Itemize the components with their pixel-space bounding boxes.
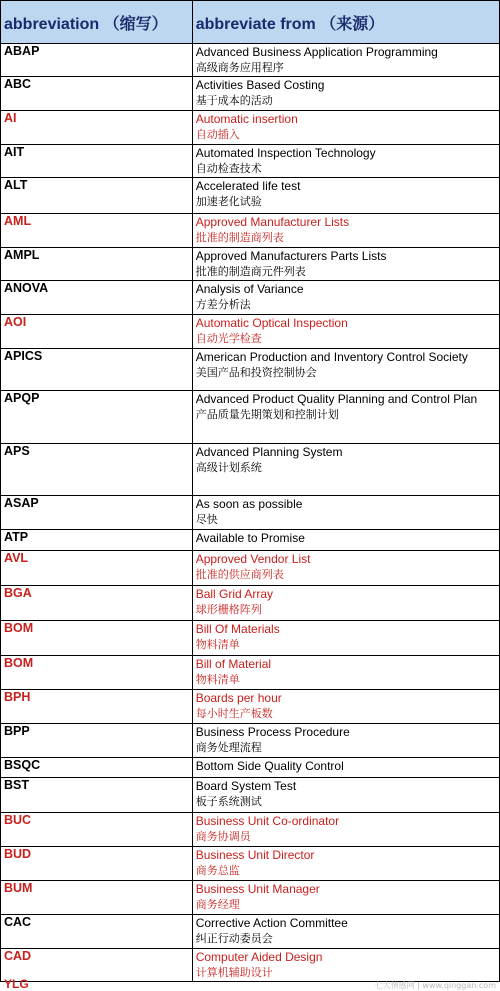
- table-row: [1, 949, 500, 982]
- abbreviation-cell: ANOVA: [1, 281, 193, 315]
- source-cell: [192, 248, 499, 281]
- english-term: Automated Inspection Technology: [195, 146, 376, 160]
- english-term: Boards per hour: [195, 691, 282, 705]
- abbreviation-cell: CAD: [1, 949, 193, 982]
- source-cell: [192, 881, 499, 915]
- chinese-term: 产品质量先期策划和控制计划: [195, 408, 339, 421]
- english-term: Activities Based Costing: [195, 78, 325, 92]
- source-cell: [192, 778, 499, 813]
- english-term: Approved Manufacturers Parts Lists: [195, 249, 387, 263]
- source-cell: [192, 621, 499, 656]
- chinese-term: 球形栅格阵列: [195, 603, 262, 616]
- abbreviation-cell: BPH: [1, 690, 193, 724]
- english-term: American Production and Inventory Control Society: [195, 350, 468, 364]
- source-cell: [192, 214, 499, 248]
- abbreviation-cell: APICS: [1, 349, 193, 391]
- source-cell: [192, 145, 499, 178]
- source-cell: [192, 690, 499, 724]
- chinese-term: 商务经理: [195, 898, 240, 911]
- source-cell: [192, 77, 499, 111]
- chinese-term: 方差分析法: [195, 298, 251, 311]
- english-term: Advanced Business Application Programming: [195, 45, 438, 59]
- abbreviation-cell: BOM: [1, 656, 193, 690]
- english-term: Analysis of Variance: [195, 282, 304, 296]
- english-term: Automatic insertion: [195, 112, 298, 126]
- chinese-term: 自动检查技术: [195, 162, 262, 175]
- abbreviation-cell: ASAP: [1, 496, 193, 530]
- table-row: [1, 656, 500, 690]
- table-row: [1, 315, 500, 349]
- abbreviation-cell: CAC: [1, 915, 193, 949]
- table-row: [1, 111, 500, 145]
- abbreviation-cell: BST: [1, 778, 193, 813]
- chinese-term: 板子系统测试: [195, 795, 262, 808]
- english-term: Bill of Material: [195, 657, 272, 671]
- abbreviation-cell: AVL: [1, 551, 193, 586]
- table-row: [1, 813, 500, 847]
- chinese-term: 商务总监: [195, 864, 240, 877]
- english-term: Bottom Side Quality Control: [195, 759, 344, 773]
- abbreviation-cell: BGA: [1, 586, 193, 621]
- english-term: Corrective Action Committee: [195, 916, 348, 930]
- header-abbreviation: abbreviation （缩写）: [1, 1, 193, 44]
- source-cell: [192, 758, 499, 778]
- header-row: [1, 1, 500, 44]
- source-cell: [192, 496, 499, 530]
- source-cell: [192, 44, 499, 77]
- source-cell: [192, 915, 499, 949]
- chinese-term: 自动插入: [195, 128, 240, 141]
- table-row: [1, 881, 500, 915]
- source-cell: [192, 111, 499, 145]
- source-cell: [192, 813, 499, 847]
- abbreviation-cell: BSQC: [1, 758, 193, 778]
- chinese-term: 基于成本的活动: [195, 94, 273, 107]
- english-term: Accelerated life test: [195, 179, 301, 193]
- table-row: [1, 915, 500, 949]
- chinese-term: 商务处理流程: [195, 741, 262, 754]
- table-row: [1, 724, 500, 758]
- source-cell: [192, 724, 499, 758]
- english-term: Advanced Product Quality Planning and Control Plan: [195, 392, 478, 406]
- table-row: [1, 391, 500, 444]
- source-cell: [192, 444, 499, 496]
- overflow-abbreviation: YLG: [4, 977, 29, 991]
- english-term: Approved Manufacturer Lists: [195, 215, 350, 229]
- chinese-term: 商务协调员: [195, 830, 251, 843]
- english-term: Computer Aided Design: [195, 950, 323, 964]
- source-cell: [192, 530, 499, 551]
- english-term: Ball Grid Array: [195, 587, 274, 601]
- abbreviation-cell: AMPL: [1, 248, 193, 281]
- english-term: Business Unit Manager: [195, 882, 320, 896]
- table-row: [1, 44, 500, 77]
- table-body: [1, 44, 500, 982]
- table-row: [1, 349, 500, 391]
- english-term: Bill Of Materials: [195, 622, 280, 636]
- source-cell: [192, 349, 499, 391]
- abbreviation-cell: BUM: [1, 881, 193, 915]
- source-cell: [192, 847, 499, 881]
- english-term: Advanced Planning System: [195, 445, 343, 459]
- abbreviation-cell: BPP: [1, 724, 193, 758]
- english-term: Board System Test: [195, 779, 297, 793]
- chinese-term: 高级商务应用程序: [195, 61, 284, 74]
- table-row: [1, 690, 500, 724]
- chinese-term: 尽快: [195, 513, 218, 526]
- abbreviation-cell: AIT: [1, 145, 193, 178]
- chinese-term: 高级计划系统: [195, 461, 262, 474]
- abbreviation-cell: AML: [1, 214, 193, 248]
- chinese-term: 每小时生产板数: [195, 707, 273, 720]
- table-row: [1, 444, 500, 496]
- chinese-term: 批准的供应商列表: [195, 568, 284, 581]
- chinese-term: 纠正行动委员会: [195, 932, 273, 945]
- english-term: Business Unit Director: [195, 848, 315, 862]
- source-cell: [192, 281, 499, 315]
- abbreviation-cell: ABAP: [1, 44, 193, 77]
- chinese-term: 批准的制造商列表: [195, 231, 284, 244]
- chinese-term: 物料清单: [195, 638, 240, 651]
- source-cell: [192, 949, 499, 982]
- table-row: [1, 145, 500, 178]
- abbreviation-cell: AOI: [1, 315, 193, 349]
- chinese-term: 美国产品和投资控制协会: [195, 366, 317, 379]
- english-term: Available to Promise: [195, 531, 305, 545]
- abbreviation-cell: ALT: [1, 178, 193, 214]
- table-row: [1, 586, 500, 621]
- chinese-term: 批准的制造商元件列表: [195, 265, 306, 278]
- source-cell: [192, 178, 499, 214]
- table-row: [1, 214, 500, 248]
- table-row: [1, 551, 500, 586]
- source-cell: [192, 586, 499, 621]
- source-cell: [192, 315, 499, 349]
- abbreviation-cell: ATP: [1, 530, 193, 551]
- english-term: Automatic Optical Inspection: [195, 316, 348, 330]
- table-row: [1, 281, 500, 315]
- table-row: [1, 178, 500, 214]
- site-watermark: 七大情感网 | www.qinggan.com: [374, 981, 496, 990]
- abbreviation-cell: BOM: [1, 621, 193, 656]
- abbreviation-cell: BUD: [1, 847, 193, 881]
- table-row: [1, 621, 500, 656]
- abbreviation-cell: APQP: [1, 391, 193, 444]
- table-row: [1, 496, 500, 530]
- chinese-term: 物料清单: [195, 673, 240, 686]
- header-abbreviate-from: abbreviate from （来源）: [192, 1, 499, 44]
- chinese-term: 加速老化试验: [195, 195, 262, 208]
- abbreviation-cell: ABC: [1, 77, 193, 111]
- source-cell: [192, 551, 499, 586]
- table-row: [1, 530, 500, 551]
- abbreviation-cell: BUC: [1, 813, 193, 847]
- table-row: [1, 847, 500, 881]
- english-term: Business Unit Co-ordinator: [195, 814, 340, 828]
- chinese-term: 自动光学检查: [195, 332, 262, 345]
- table-row: [1, 248, 500, 281]
- abbreviation-cell: AI: [1, 111, 193, 145]
- abbreviation-cell: APS: [1, 444, 193, 496]
- english-term: As soon as possible: [195, 497, 303, 511]
- table-row: [1, 758, 500, 778]
- chinese-term: 计算机辅助设计: [195, 966, 273, 979]
- english-term: Business Process Procedure: [195, 725, 350, 739]
- source-cell: [192, 391, 499, 444]
- source-cell: [192, 656, 499, 690]
- table-row: [1, 778, 500, 813]
- english-term: Approved Vendor List: [195, 552, 311, 566]
- table-row: [1, 77, 500, 111]
